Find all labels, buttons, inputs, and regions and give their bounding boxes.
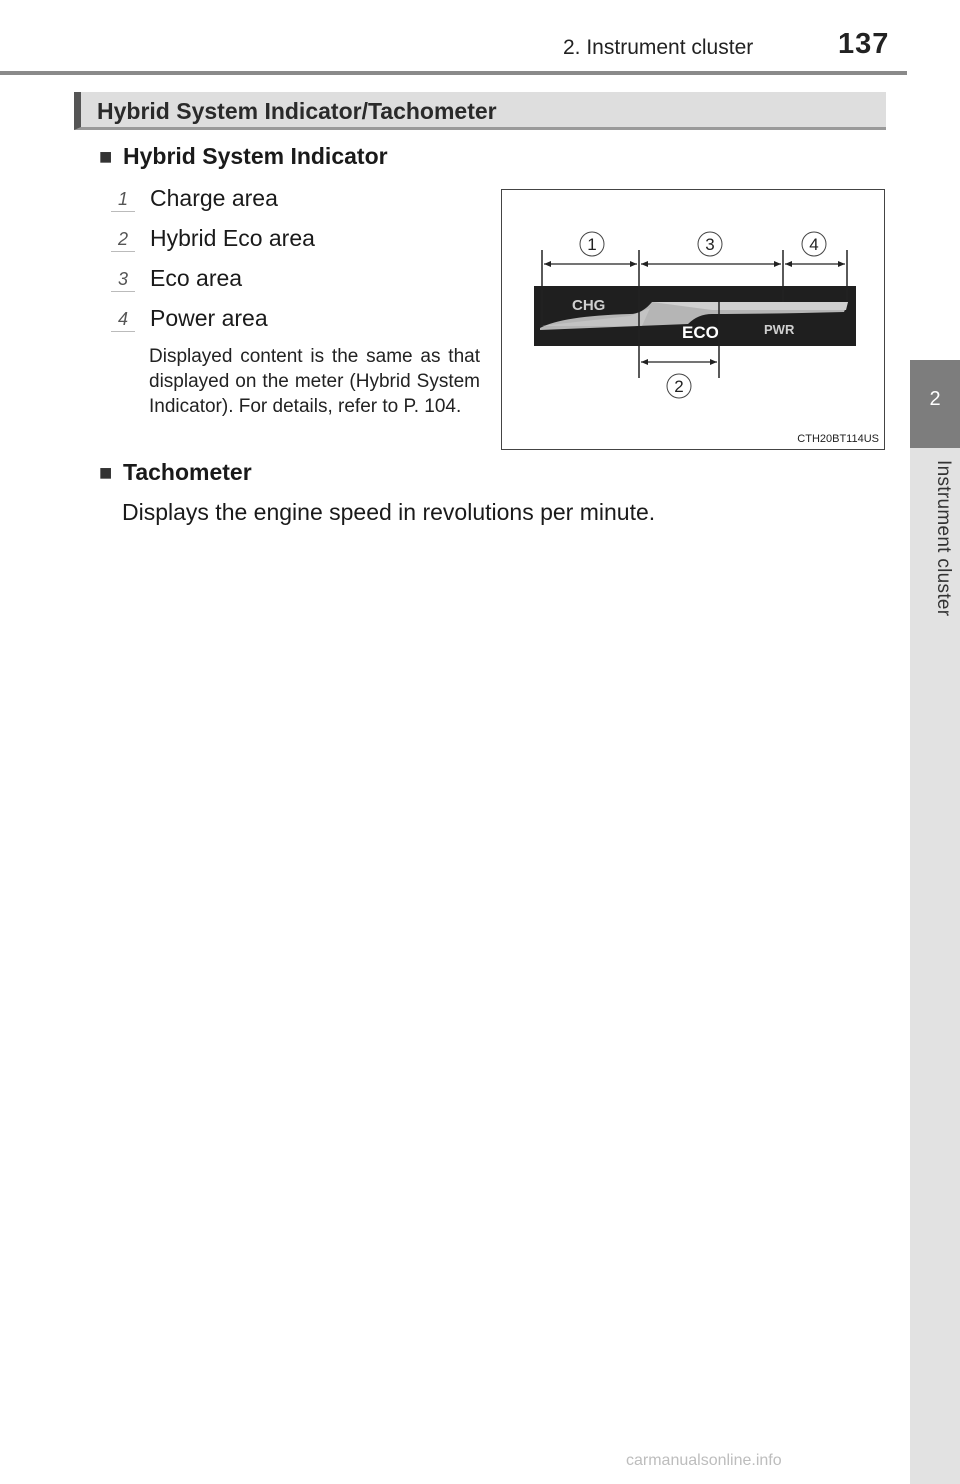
watermark: carmanualsonline.info	[626, 1452, 782, 1469]
number-badge: 2	[111, 227, 135, 252]
item-label: Charge area	[150, 185, 278, 211]
pwr-label: PWR	[764, 322, 795, 337]
hybrid-indicator-illustration	[502, 190, 886, 451]
hybrid-indicator-heading	[99, 143, 388, 170]
number-badge: 4	[111, 307, 135, 332]
item-label: Hybrid Eco area	[150, 225, 315, 251]
square-bullet-icon: ■	[99, 144, 113, 169]
chg-label: CHG	[572, 297, 606, 314]
page-number: 137	[838, 28, 890, 60]
callout-1: 1	[587, 235, 597, 254]
callout-4: 4	[809, 235, 819, 254]
square-bullet-icon: ■	[99, 460, 113, 485]
figure-code: CTH20BT114US	[797, 433, 879, 445]
chapter-title: 2. Instrument cluster	[563, 36, 754, 59]
item-label: Eco area	[150, 265, 243, 291]
indicator-note: Displayed content is the same as that displayed on the meter (Hybrid System Indicator). For details, refer to P. 104.	[149, 346, 480, 417]
hybrid-indicator-figure	[501, 189, 885, 450]
tachometer-description: Displays the engine speed in revolutions per minute.	[122, 499, 656, 525]
tachometer-heading	[99, 459, 252, 486]
header-rule	[0, 71, 907, 75]
number-badge: 3	[111, 267, 135, 292]
item-label: Power area	[150, 305, 268, 331]
side-tab-label: Instrument cluster	[933, 460, 954, 617]
side-tab	[910, 360, 960, 448]
tachometer-heading-text: Tachometer	[123, 459, 252, 485]
side-tab-number: 2	[929, 388, 941, 410]
hybrid-indicator-heading-text: Hybrid System Indicator	[123, 143, 388, 169]
callout-3: 3	[705, 235, 715, 254]
section-header	[74, 92, 886, 130]
eco-label: ECO	[682, 323, 719, 342]
callout-2: 2	[674, 377, 684, 396]
section-title: Hybrid System Indicator/Tachometer	[97, 98, 497, 124]
number-badge: 1	[111, 187, 135, 212]
